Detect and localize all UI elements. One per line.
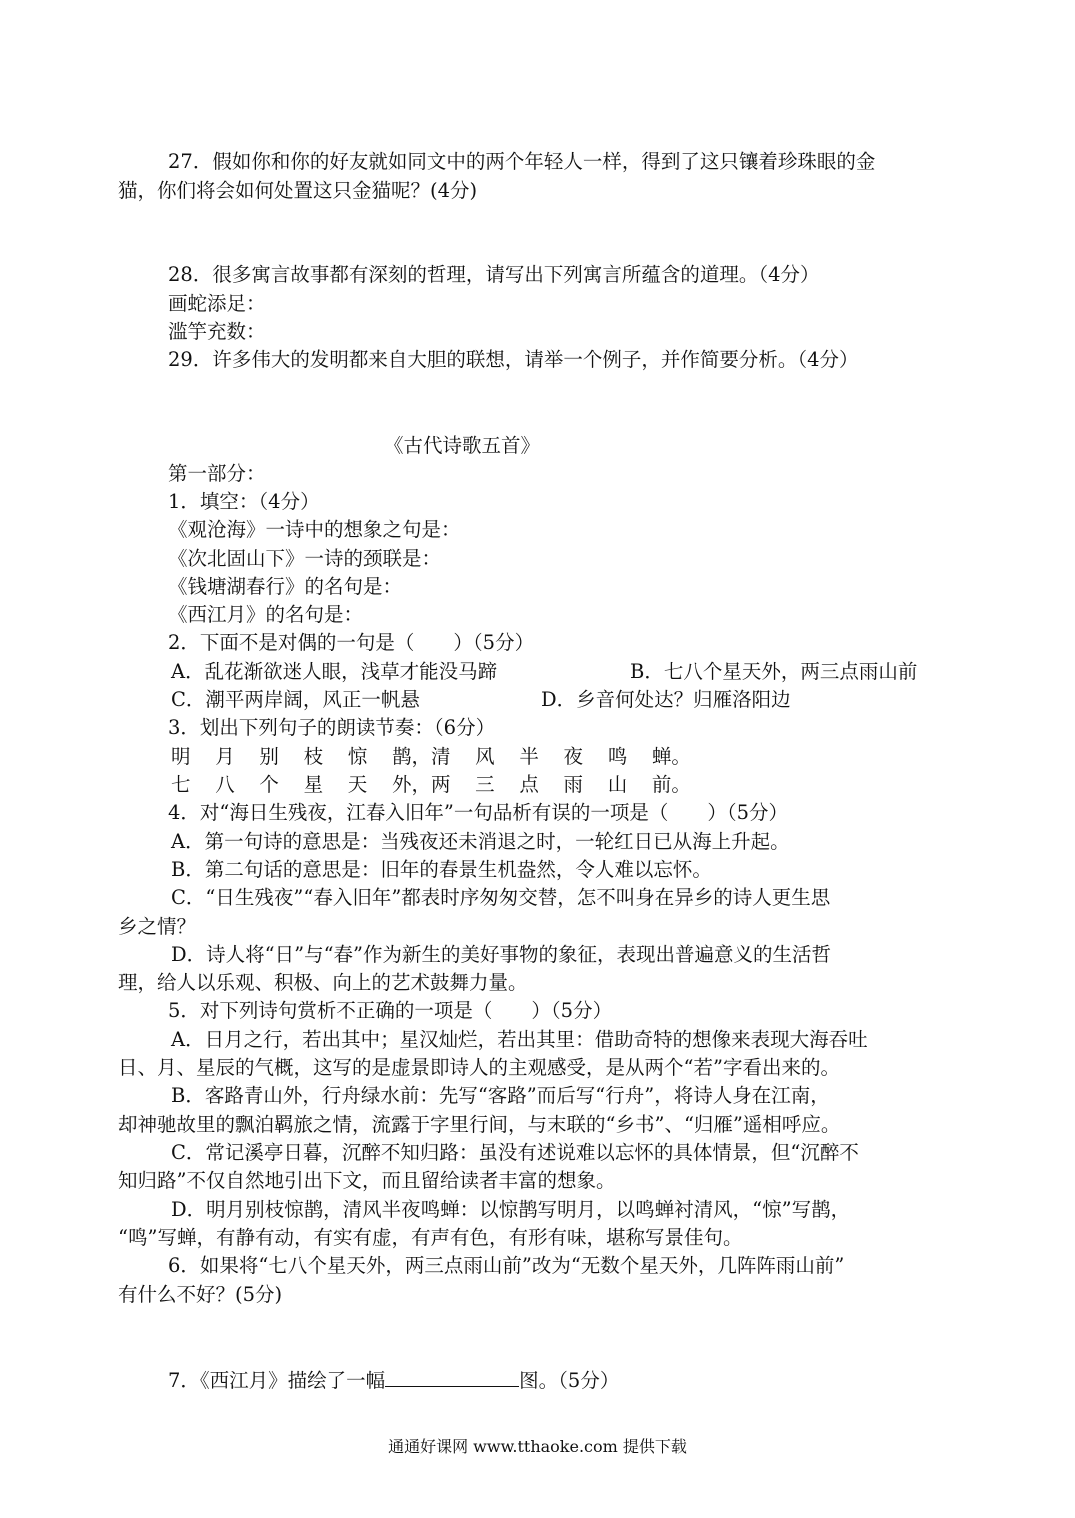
p1-item: 《观沧海》一诗中的想象之句是： [168, 518, 461, 541]
p4-option-d-cont: 理，给人以乐观、积极、向上的艺术鼓舞力量。 [118, 971, 528, 994]
p3-row-1 [171, 743, 691, 771]
p5-option-d: D．明月别枝惊鹊，清风半夜鸣蝉：以惊鹊写明月，以鸣蝉衬清风，“惊”写鹊， [171, 1198, 851, 1221]
p6-line1: 6．如果将“七八个星天外，两三点雨山前”改为“无数个星天外，几阵阵雨山前” [168, 1254, 845, 1277]
p3-char: 外，两 [391, 773, 451, 796]
p3-char: 鹊，清 [391, 745, 451, 768]
p3-stem: 3．划出下列句子的朗读节奏：（6分） [168, 716, 496, 739]
p2-option-d: D．乡音何处达？归雁洛阳边 [541, 688, 791, 711]
p4-option-c: C．“日生残夜”“春入旧年”都表时序匆匆交替，怎不叫身在异乡的诗人更生思 [171, 886, 831, 909]
p3-char: 月 [215, 745, 235, 768]
p3-char: 天 [347, 773, 368, 796]
p3-char: 点 [519, 773, 539, 796]
p4-option-c-cont: 乡之情？ [118, 915, 197, 938]
p2-stem: 2．下面不是对偶的一句是（ ）（5分） [168, 631, 535, 654]
p7-text-before: 7．《西江月》描绘了一幅 [168, 1369, 386, 1392]
p7-answer-blank[interactable] [385, 1366, 519, 1387]
p3-char: 明 [171, 745, 191, 768]
p3-char: 鸣 [607, 745, 628, 768]
q29-stem: 29．许多伟大的发明都来自大胆的联想，请举一个例子，并作简要分析。（4分） [168, 348, 859, 371]
p5-stem: 5．对下列诗句赏析不正确的一项是（ ）（5分） [168, 999, 613, 1022]
q28-item-1: 画蛇添足： [168, 292, 266, 315]
q27-line1: 27．假如你和你的好友就如同文中的两个年轻人一样，得到了这只镶着珍珠眼的金 [168, 150, 876, 173]
p7-text-after: 图。（5分） [519, 1369, 620, 1392]
p4-option-d: D．诗人将“日”与“春”作为新生的美好事物的象征，表现出普遍意义的生活哲 [171, 943, 832, 966]
p2-option-c: C．潮平两岸阔，风正一帆悬 [171, 688, 420, 711]
p6-line2: 有什么不好？(5分) [118, 1283, 283, 1306]
p3-char: 三 [475, 773, 495, 796]
p3-char: 山 [607, 773, 628, 796]
p3-char: 八 [215, 773, 235, 796]
p3-char: 蝉。 [651, 745, 691, 768]
p1-item: 《次北固山下》一诗的颈联是： [168, 547, 442, 570]
p3-char: 枝 [303, 745, 324, 768]
p3-char: 别 [259, 745, 279, 768]
p3-char: 风 [475, 745, 495, 768]
q28-stem: 28．很多寓言故事都有深刻的哲理，请写出下列寓言所蕴含的道理。（4分） [168, 263, 820, 286]
p4-option-b: B．第二句话的意思是：旧年的春景生机盎然，令人难以忘怀。 [171, 858, 712, 881]
part-label: 第一部分： [168, 462, 266, 485]
p5-option-a-cont: 日、月、星辰的气概，这写的是虚景即诗人的主观感受，是从两个“若”字看出来的。 [118, 1056, 840, 1079]
p3-char: 半 [519, 745, 539, 768]
section-title: 《古代诗歌五首》 [384, 434, 541, 457]
p5-option-b-cont: 却神驰故里的飘泊羁旅之情，流露于字里行间，与末联的“乡书”、“归雁”遥相呼应。 [118, 1113, 841, 1136]
p3-char: 星 [303, 773, 324, 796]
p3-char: 夜 [563, 745, 584, 768]
p3-char: 七 [171, 773, 191, 796]
p3-char: 惊 [347, 745, 368, 768]
p2-option-b: B．七八个星天外，两三点雨山前 [630, 660, 918, 683]
q27-line2: 猫，你们将会如何处置这只金猫呢？(4分) [118, 179, 478, 202]
p3-char: 雨 [563, 773, 584, 796]
p4-option-a: A．第一句诗的意思是：当残夜还未消退之时，一轮红日已从海上升起。 [171, 830, 790, 853]
p5-option-b: B．客路青山外，行舟绿水前：先写“客路”而后写“行舟”，将诗人身在江南， [171, 1084, 830, 1107]
q28-item-2: 滥竽充数： [168, 320, 266, 343]
p5-option-c-cont: 知归路”不仅自然地引出下文，而且留给读者丰富的想象。 [118, 1169, 616, 1192]
p2-option-a: A．乱花渐欲迷人眼，浅草才能没马蹄 [171, 660, 498, 683]
p1-item: 《钱塘湖春行》的名句是： [168, 575, 403, 598]
p3-char: 前。 [651, 773, 691, 796]
p5-option-a: A．日月之行，若出其中；星汉灿烂，若出其里：借助奇特的想像来表现大海吞吐 [171, 1028, 868, 1051]
p7-stem [168, 1366, 619, 1394]
p5-option-d-cont: “鸣”写蝉，有静有动，有实有虚，有声有色，有形有味，堪称写景佳句。 [118, 1226, 743, 1249]
footer-text: 通通好课网 www.tthaoke.com 提供下载 [388, 1437, 687, 1456]
p5-option-c: C．常记溪亭日暮，沉醉不知归路：虽没有述说难以忘怀的具体情景，但“沉醉不 [171, 1141, 859, 1164]
p4-stem: 4．对“海日生残夜，江春入旧年”一句品析有误的一项是（ ）（5分） [168, 801, 789, 824]
p3-char: 个 [259, 773, 279, 796]
p3-row-2 [171, 771, 691, 799]
p1-stem: 1．填空：（4分） [168, 490, 320, 513]
p1-item: 《西江月》的名句是： [168, 603, 364, 626]
